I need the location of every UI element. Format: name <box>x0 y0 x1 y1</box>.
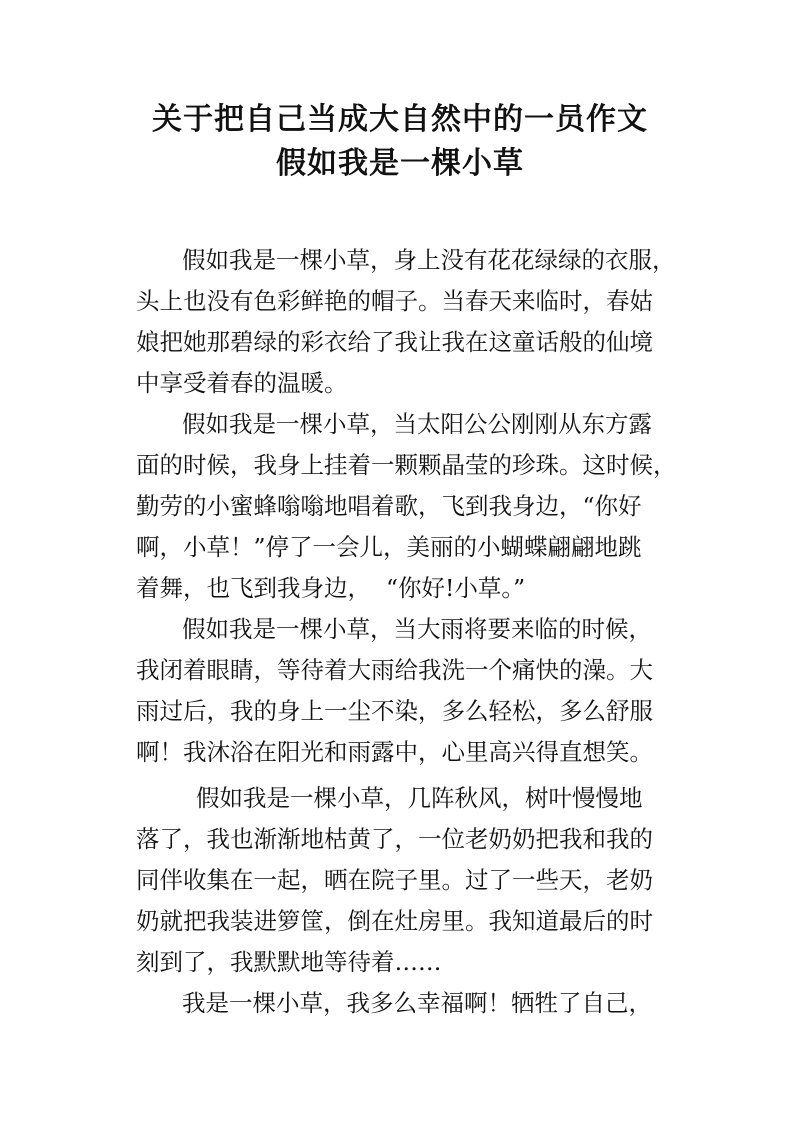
paragraph-line: 假如我是一棵小草，几阵秋风，树叶慢慢地 <box>196 784 643 812</box>
title-line-2: 假如我是一棵小草 <box>276 146 524 181</box>
paragraph-line: 我是一棵小草，我多么幸福啊！牺牲了自己， <box>182 989 652 1017</box>
paragraph-line: 奶就把我装进箩筐，倒在灶房里。我知道最后的时 <box>136 907 653 935</box>
paragraph-5 <box>136 983 676 1024</box>
paragraph-2 <box>136 404 676 609</box>
paragraph-line: 娘把她那碧绿的彩衣给了我让我在这童话般的仙境 <box>136 328 653 356</box>
paragraph-line: 雨过后，我的身上一尘不染，多么轻松，多么舒服 <box>136 697 653 725</box>
paragraph-line: 刻到了，我默默地等待着…… <box>136 948 442 976</box>
paragraph-4 <box>136 778 676 983</box>
paragraph-line: 落了，我也渐渐地枯黄了，一位老奶奶把我和我的 <box>136 825 653 853</box>
paragraph-line: 假如我是一棵小草，身上没有花花绿绿的衣服， <box>182 246 676 274</box>
paragraph-line: 啊！我沐浴在阳光和雨露中，心里高兴得直想笑。 <box>136 738 653 766</box>
paragraph-3 <box>136 609 676 773</box>
title-line-1: 关于把自己当成大自然中的一员作文 <box>152 102 648 137</box>
paragraph-line: 同伴收集在一起，晒在院子里。过了一些天，老奶 <box>136 866 653 894</box>
paragraph-line: 假如我是一棵小草，当太阳公公刚刚从东方露 <box>182 410 652 438</box>
document-title <box>0 98 800 186</box>
paragraph-1 <box>136 240 676 404</box>
paragraph-line: 头上也没有色彩鲜艳的帽子。当春天来临时，春姑 <box>136 287 653 315</box>
paragraph-line: 中享受着春的温暖。 <box>136 369 348 397</box>
paragraph-line: 我闭着眼睛，等待着大雨给我洗一个痛快的澡。大 <box>136 656 653 684</box>
paragraph-line: 啊，小草！”停了一会儿，美丽的小蝴蝶翩翩地跳 <box>136 533 642 561</box>
paragraph-line: 着舞，也飞到我身边， “你好!小草。” <box>136 574 526 602</box>
paragraph-line: 勤劳的小蜜蜂嗡嗡地唱着歌，飞到我身边，“你好 <box>136 492 642 520</box>
document-body <box>136 240 676 1024</box>
paragraph-line: 面的时候，我身上挂着一颗颗晶莹的珍珠。这时候， <box>136 451 677 479</box>
paragraph-line: 假如我是一棵小草，当大雨将要来临的时候， <box>182 615 652 643</box>
